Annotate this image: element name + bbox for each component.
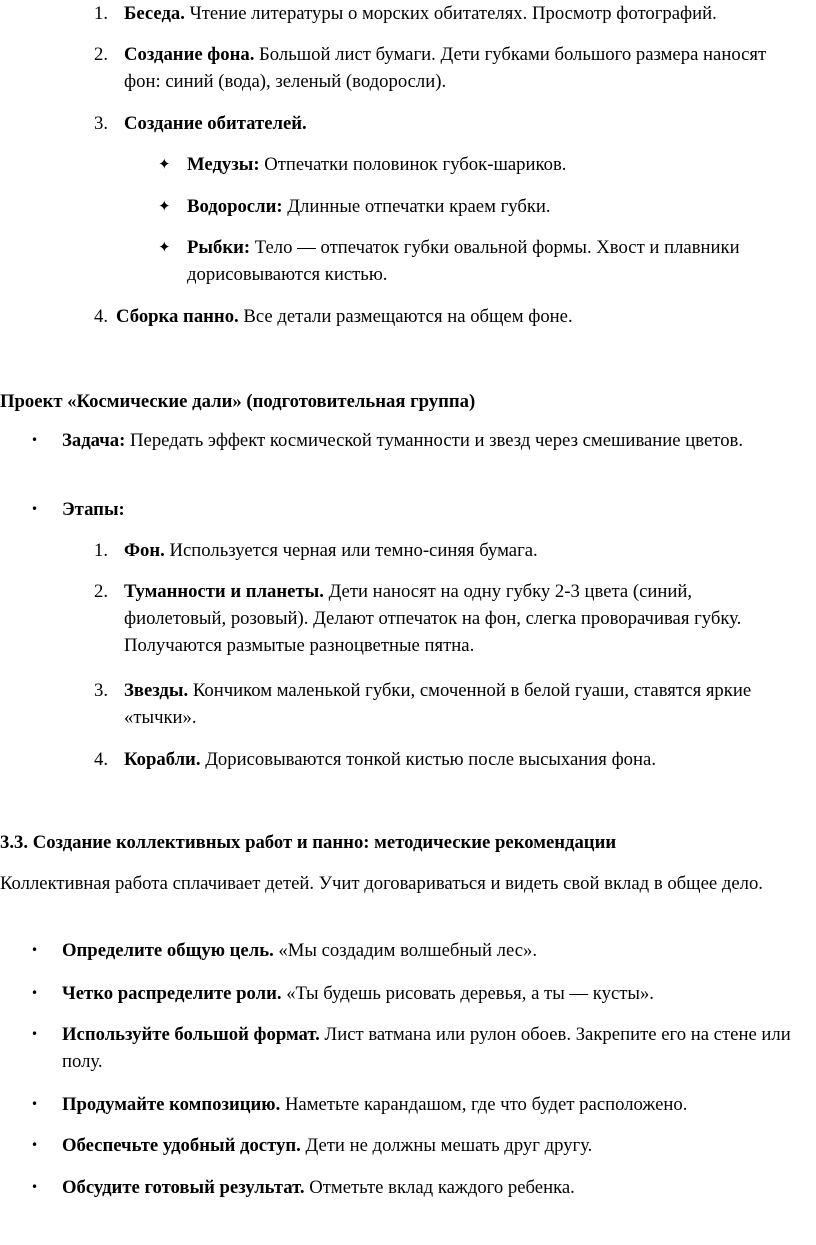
project-heading: Проект «Космические дали» (подготовительная группа) bbox=[0, 391, 476, 412]
item-number: 1. bbox=[94, 3, 109, 24]
tip-title: Продумайте композицию. bbox=[62, 1094, 281, 1115]
item-text: Кончиком маленькой губки, смоченной в белой гуаши, ставятся яркие «тычки». bbox=[124, 680, 752, 728]
bullet-dot-icon: • bbox=[31, 986, 39, 1000]
item-title: Туманности и планеты. bbox=[124, 581, 324, 602]
task-label: Задача: bbox=[62, 430, 126, 451]
stages-label: Этапы: bbox=[62, 499, 125, 520]
item-text: Длинные отпечатки краем губки. bbox=[282, 196, 551, 217]
item-text: Дорисовываются тонкой кистью после высыхания фона. bbox=[200, 749, 656, 770]
item-number: 3. bbox=[94, 680, 109, 701]
item-text: Дети наносят на одну губку 2-3 цвета (синий, фиолетовый, розовый). Делают отпечаток на фон, слегка проворачивая губку. Получаются размытые разноцветные пятна. bbox=[124, 581, 742, 656]
item-text: Чтение литературы о морских обитателях. Просмотр фотографий. bbox=[184, 3, 717, 24]
section-intro: Коллективная работа сплачивает детей. Учит договариваться и видеть свой вклад в общее дело. bbox=[0, 873, 763, 894]
four-pointed-star-icon: ✦ bbox=[158, 155, 171, 173]
item-number: 2. bbox=[94, 44, 109, 65]
item-text: Тело — отпечаток губки овальной формы. Хвост и плавники дорисовываются кистью. bbox=[187, 237, 740, 285]
item-text: Большой лист бумаги. Дети губками большого размера наносят фон: синий (вода), зеленый (водоросли). bbox=[124, 44, 767, 92]
item-title: Беседа. bbox=[124, 3, 185, 24]
bullet-dot-icon: • bbox=[31, 1138, 39, 1152]
item-text: Используется черная или темно-синяя бумага. bbox=[164, 540, 538, 561]
task-text: Передать эффект космической туманности и звезд через смешивание цветов. bbox=[125, 430, 744, 451]
item-text: Все детали размещаются на общем фоне. bbox=[238, 306, 573, 327]
tip-text: Лист ватмана или рулон обоев. Закрепите его на стене или полу. bbox=[62, 1024, 791, 1072]
bullet-dot-icon: • bbox=[31, 1180, 39, 1194]
four-pointed-star-icon: ✦ bbox=[158, 238, 171, 256]
item-title: Медузы: bbox=[187, 154, 260, 175]
item-number: 1. bbox=[94, 540, 109, 561]
tip-text: Отметьте вклад каждого ребенка. bbox=[304, 1177, 575, 1198]
bullet-dot-icon: • bbox=[31, 943, 39, 957]
tip-title: Обеспечьте удобный доступ. bbox=[62, 1135, 301, 1156]
item-number: 2. bbox=[94, 581, 109, 602]
bullet-dot-icon: • bbox=[31, 1027, 39, 1041]
four-pointed-star-icon: ✦ bbox=[158, 197, 171, 215]
item-title: Рыбки: bbox=[187, 237, 251, 258]
section-heading: 3.3. Создание коллективных работ и панно: методические рекомендации bbox=[0, 832, 617, 853]
tip-title: Обсудите готовый результат. bbox=[62, 1177, 305, 1198]
tip-title: Определите общую цель. bbox=[62, 940, 274, 961]
tip-title: Четко распределите роли. bbox=[62, 983, 282, 1004]
tip-text: «Мы создадим волшебный лес». bbox=[273, 940, 538, 961]
item-number: 4. bbox=[94, 306, 109, 327]
item-number: 4. bbox=[94, 749, 109, 770]
item-title: Водоросли: bbox=[187, 196, 283, 217]
item-title: Сборка панно. bbox=[116, 306, 239, 327]
item-title: Звезды. bbox=[124, 680, 189, 701]
item-title: Фон. bbox=[124, 540, 165, 561]
bullet-dot-icon: • bbox=[31, 1097, 39, 1111]
bullet-dot-icon: • bbox=[31, 502, 39, 516]
tip-text: Наметьте карандашом, где что будет расположено. bbox=[280, 1094, 688, 1115]
item-title: Корабли. bbox=[124, 749, 201, 770]
tip-title: Используйте большой формат. bbox=[62, 1024, 320, 1045]
item-title: Создание обитателей. bbox=[124, 113, 307, 134]
item-title: Создание фона. bbox=[124, 44, 255, 65]
bullet-dot-icon: • bbox=[31, 433, 39, 447]
item-number: 3. bbox=[94, 113, 109, 134]
tip-text: Дети не должны мешать друг другу. bbox=[300, 1135, 593, 1156]
tip-text: «Ты будешь рисовать деревья, а ты — кусты». bbox=[281, 983, 654, 1004]
item-text: Отпечатки половинок губок-шариков. bbox=[259, 154, 567, 175]
